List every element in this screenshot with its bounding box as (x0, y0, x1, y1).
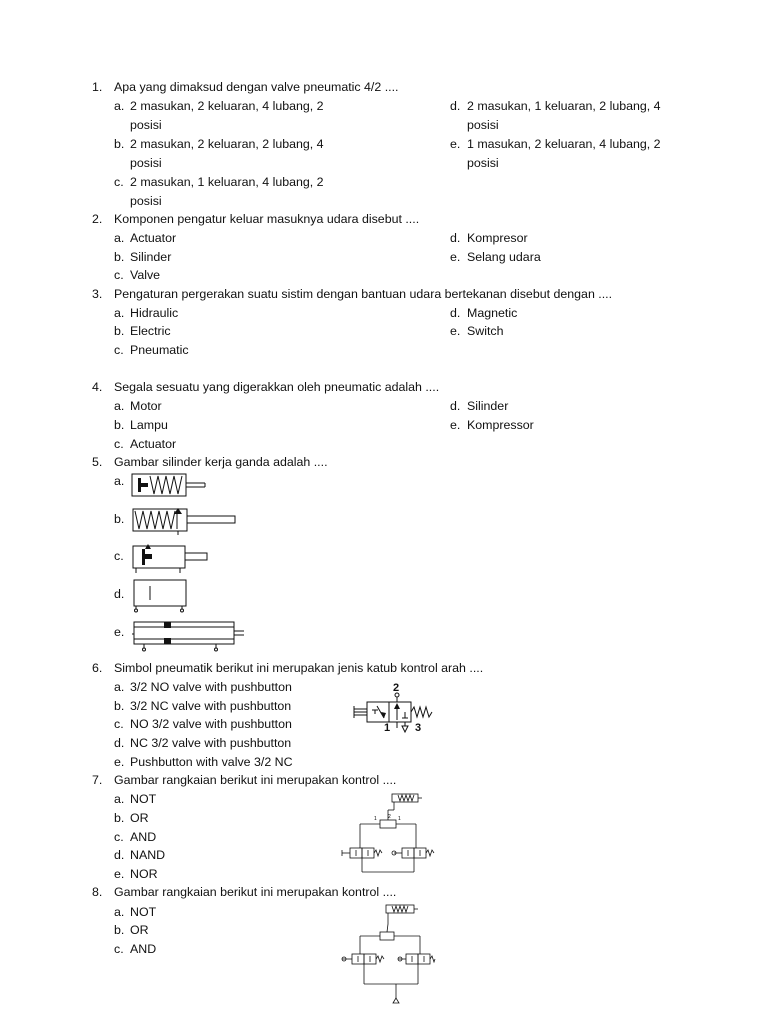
q3-option-e-text: Switch (467, 324, 504, 338)
question-4-number: 4. (92, 380, 103, 394)
q6-option-d-text: NC 3/2 valve with pushbutton (130, 736, 292, 750)
q1-option-c-letter: c. (114, 175, 124, 189)
circuit-port-label: 2 (388, 814, 391, 820)
q1-option-c-text: 2 masukan, 1 keluaran, 4 lubang, 2 (130, 175, 324, 189)
circuit-port-label: 1 (398, 816, 401, 822)
q3-option-a-letter: a. (114, 306, 125, 320)
q8-option-a-text: NOT (130, 905, 157, 919)
q4-option-c-letter: c. (114, 437, 124, 451)
q2-option-d-text: Kompresor (467, 231, 528, 245)
q1-option-b-text: 2 masukan, 2 keluaran, 2 lubang, 4 (130, 137, 324, 151)
q2-option-e-text: Selang udara (467, 250, 541, 264)
q7-option-d-text: NAND (130, 848, 166, 862)
q4-option-a-letter: a. (114, 399, 125, 413)
q5-option-d-letter: d. (114, 587, 125, 601)
q4-option-a-text: Motor (130, 399, 162, 413)
q1-option-a-text-cont: posisi (130, 118, 162, 132)
q1-option-d-text-cont: posisi (467, 118, 499, 132)
question-1-number: 1. (92, 80, 103, 94)
q7-option-c-letter: c. (114, 830, 124, 844)
q1-option-d-text: 2 masukan, 1 keluaran, 2 lubang, 4 (467, 99, 661, 113)
q3-option-d-text: Magnetic (467, 306, 518, 320)
q7-option-b-text: OR (130, 811, 149, 825)
q2-option-c-letter: c. (114, 268, 124, 282)
q6-option-a-text: 3/2 NO valve with pushbutton (130, 680, 292, 694)
q6-option-b-text: 3/2 NC valve with pushbutton (130, 699, 292, 713)
q1-option-b-text-cont: posisi (130, 156, 162, 170)
question-7-number: 7. (92, 773, 103, 787)
pneumatic-circuit-diagram-q7 (336, 790, 436, 880)
q6-option-c-text: NO 3/2 valve with pushbutton (130, 717, 292, 731)
q1-option-e-text-cont: posisi (467, 156, 499, 170)
circuit-port-label: 1 (374, 816, 377, 822)
q5-option-e-letter: e. (114, 625, 125, 639)
q4-option-d-text: Silinder (467, 399, 509, 413)
q7-option-e-text: NOR (130, 867, 158, 881)
q2-option-b-text: Silinder (130, 250, 172, 264)
pneumatic-circuit-diagram-q8 (336, 902, 436, 1006)
q3-option-c-text: Pneumatic (130, 343, 189, 357)
q3-option-e-letter: e. (450, 324, 461, 338)
q1-option-b-letter: b. (114, 137, 125, 151)
q4-option-b-text: Lampu (130, 418, 168, 432)
q4-option-d-letter: d. (450, 399, 461, 413)
valve-port-label-1: 1 (384, 722, 391, 734)
cylinder-spring-return-figure-a (128, 470, 208, 500)
cylinder-figure-d (128, 576, 192, 614)
q8-option-b-text: OR (130, 923, 149, 937)
question-1-text: Apa yang dimaksud dengan valve pneumatic 4/2 .... (114, 80, 399, 94)
q7-option-e-letter: e. (114, 867, 125, 881)
question-3-number: 3. (92, 287, 103, 301)
question-2-number: 2. (92, 212, 103, 226)
q2-option-c-text: Valve (130, 268, 161, 282)
q4-option-e-letter: e. (450, 418, 461, 432)
q2-option-d-letter: d. (450, 231, 461, 245)
q7-option-d-letter: d. (114, 848, 125, 862)
valve-port-label-3: 3 (415, 722, 422, 734)
q3-option-b-letter: b. (114, 324, 125, 338)
q1-option-e-text: 1 masukan, 2 keluaran, 4 lubang, 2 (467, 137, 661, 151)
q8-option-a-letter: a. (114, 905, 125, 919)
q6-option-e-text: Pushbutton with valve 3/2 NC (130, 755, 293, 769)
q7-option-b-letter: b. (114, 811, 125, 825)
question-3-text: Pengaturan pergerakan suatu sistim dengan bantuan udara bertekanan disebut dengan .... (114, 287, 613, 301)
question-5-text: Gambar silinder kerja ganda adalah .... (114, 455, 328, 469)
cylinder-spring-figure-b (128, 505, 238, 537)
q1-option-a-text: 2 masukan, 2 keluaran, 4 lubang, 2 (130, 99, 324, 113)
q6-option-c-letter: c. (114, 717, 124, 731)
q8-option-b-letter: b. (114, 923, 125, 937)
q6-option-b-letter: b. (114, 699, 125, 713)
q3-option-c-letter: c. (114, 343, 124, 357)
q4-option-e-text: Kompressor (467, 418, 534, 432)
question-2-text: Komponen pengatur keluar masuknya udara disebut .... (114, 212, 420, 226)
q6-option-d-letter: d. (114, 736, 125, 750)
q3-option-d-letter: d. (450, 306, 461, 320)
question-6-text: Simbol pneumatik berikut ini merupakan jenis katub kontrol arah .... (114, 661, 484, 675)
q1-option-a-letter: a. (114, 99, 125, 113)
q2-option-e-letter: e. (450, 250, 461, 264)
q7-option-c-text: AND (130, 830, 157, 844)
q1-option-e-letter: e. (450, 137, 461, 151)
q2-option-a-text: Actuator (130, 231, 177, 245)
cylinder-double-rod-figure-e (128, 614, 248, 652)
q3-option-a-text: Hidraulic (130, 306, 179, 320)
q4-option-b-letter: b. (114, 418, 125, 432)
question-6-number: 6. (92, 661, 103, 675)
q1-option-c-text-cont: posisi (130, 194, 162, 208)
question-8-number: 8. (92, 885, 103, 899)
question-5-number: 5. (92, 455, 103, 469)
q7-option-a-text: NOT (130, 792, 157, 806)
q6-option-e-letter: e. (114, 755, 125, 769)
q8-option-c-letter: c. (114, 942, 124, 956)
cylinder-figure-c (128, 542, 210, 576)
q4-option-c-text: Actuator (130, 437, 177, 451)
q5-option-c-letter: c. (114, 549, 124, 563)
question-4-text: Segala sesuatu yang digerakkan oleh pneumatic adalah .... (114, 380, 440, 394)
q2-option-b-letter: b. (114, 250, 125, 264)
q3-option-b-text: Electric (130, 324, 171, 338)
q6-option-a-letter: a. (114, 680, 125, 694)
q5-option-a-letter: a. (114, 474, 125, 488)
valve-port-label-2: 2 (393, 682, 400, 694)
q2-option-a-letter: a. (114, 231, 125, 245)
q5-option-b-letter: b. (114, 512, 125, 526)
question-8-text: Gambar rangkaian berikut ini merupakan kontrol .... (114, 885, 397, 899)
q1-option-d-letter: d. (450, 99, 461, 113)
q8-option-c-text: AND (130, 942, 157, 956)
q7-option-a-letter: a. (114, 792, 125, 806)
question-7-text: Gambar rangkaian berikut ini merupakan kontrol .... (114, 773, 397, 787)
